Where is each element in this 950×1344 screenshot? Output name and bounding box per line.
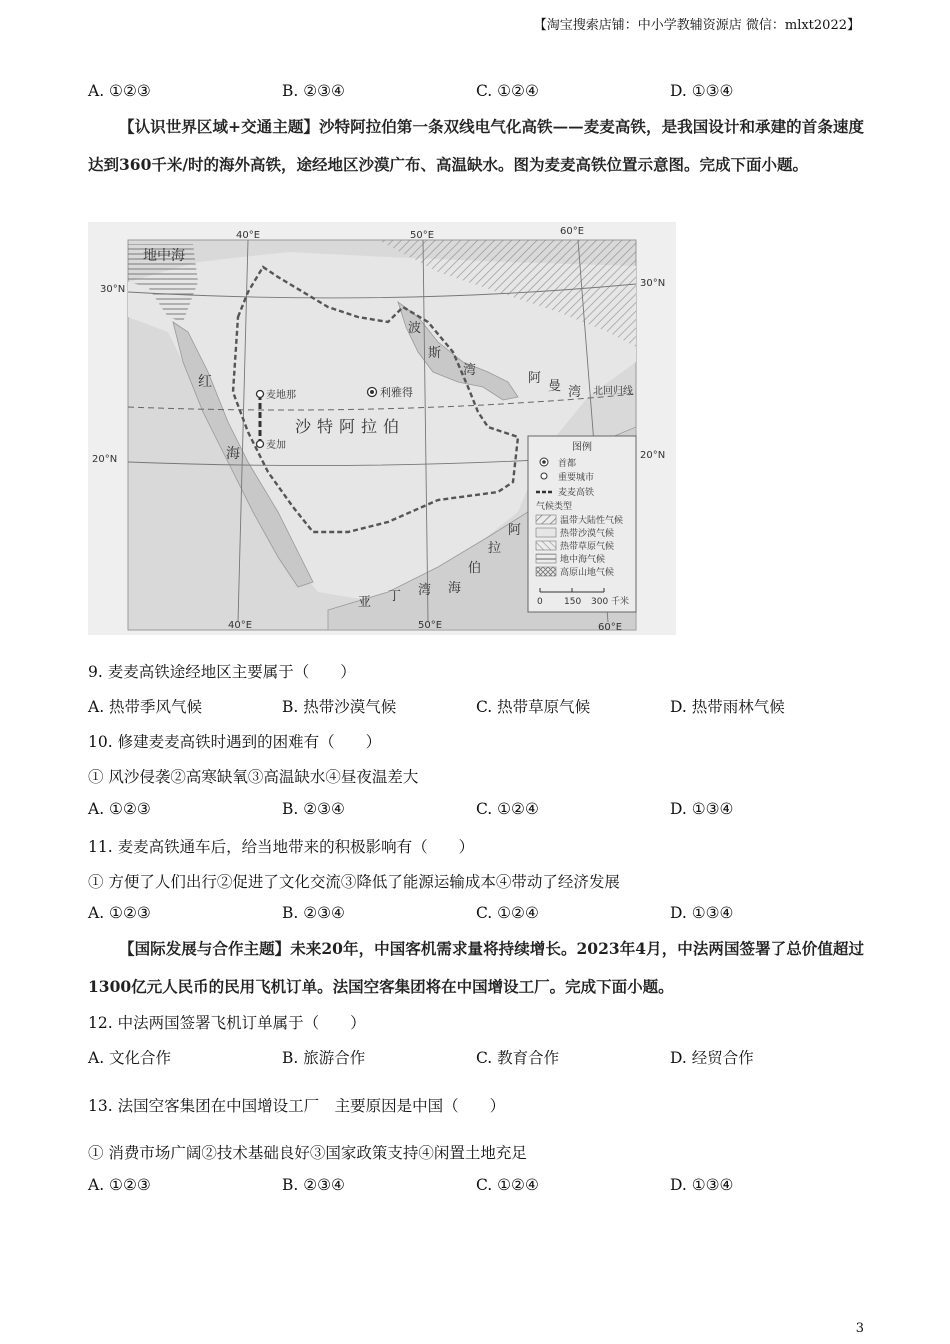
q11-items: ① 方便了人们出行②促进了文化交流③降低了能源运输成本④带动了经济发展 (88, 873, 620, 891)
lon-40: 40°E (236, 230, 261, 241)
label-arabian-3: 伯 (468, 561, 482, 576)
option-d: D. ①③④ (670, 904, 734, 922)
option-a: A. ①②③ (88, 82, 151, 100)
legend-railway: 麦麦高铁 (558, 488, 595, 498)
label-tropic: 北回归线 (593, 386, 633, 397)
page-number: 3 (855, 1321, 864, 1336)
label-aden-3: 湾 (418, 583, 432, 598)
q13-stem: 13. 法国空客集团在中国增设工厂 主要原因是中国（ ） (88, 1097, 506, 1115)
option-c: C. ①②④ (476, 1176, 539, 1194)
label-persian-1: 波 (408, 321, 422, 336)
map-legend (528, 436, 636, 612)
option-c: C. ①②④ (476, 904, 539, 922)
option-d: D. 热带雨林气候 (670, 698, 785, 716)
label-persian-3: 湾 (463, 363, 477, 378)
lat-20: 20°N (92, 454, 118, 465)
label-oman-1: 阿 (528, 371, 542, 386)
lat-20-right: 20°N (640, 450, 666, 461)
legend-climate-3: 热带草原气候 (560, 542, 615, 552)
option-b: B. ②③④ (282, 800, 345, 818)
scale-300: 300 千米 (591, 597, 630, 607)
legend-climate-1: 温带大陆性气候 (560, 516, 624, 526)
label-mecca: 麦加 (266, 440, 286, 451)
lat-30-right: 30°N (640, 278, 666, 289)
label-country: 沙特阿拉伯 (295, 417, 406, 436)
label-aden-1: 亚 (358, 595, 372, 610)
option-c: C. ①②④ (476, 800, 539, 818)
label-oman-3: 湾 (568, 385, 582, 400)
lat-30: 30°N (100, 284, 126, 295)
intro-paragraph-2: 【国际发展与合作主题】未来20年，中国客机需求量将持续增长。2023年4月，中法两国签署了总价值超过1300亿元人民币的民用飞机订单。法国空客集团将在中国增设工厂。完成下面小题。 (88, 939, 864, 996)
lon-50: 50°E (410, 230, 435, 241)
option-d: D. ①③④ (670, 1176, 734, 1194)
option-a: A. ①②③ (88, 1176, 151, 1194)
page-header: 【淘宝搜索店铺：中小学教辅资源店 微信：mlxt2022】 (533, 18, 860, 33)
city-marker (257, 391, 264, 398)
option-c: C. 热带草原气候 (476, 698, 591, 716)
city-marker (257, 441, 264, 448)
q12-stem: 12. 中法两国签署飞机订单属于（ ） (88, 1014, 366, 1032)
label-oman-2: 曼 (548, 379, 562, 394)
option-d: D. 经贸合作 (670, 1049, 754, 1067)
option-a: A. 热带季风气候 (88, 698, 203, 716)
label-arabian-1: 阿 (508, 523, 522, 538)
option-c: C. ①②④ (476, 82, 539, 100)
label-arabian-2: 拉 (488, 541, 502, 556)
scale-150: 150 (564, 597, 582, 607)
option-b: B. 热带沙漠气候 (282, 698, 397, 716)
label-aden-2: 丁 (388, 589, 402, 604)
lon-60: 60°E (560, 226, 585, 237)
option-d: D. ①③④ (670, 800, 734, 818)
q13-items: ① 消费市场广阔②技术基础良好③国家政策支持④闲置土地充足 (88, 1144, 527, 1162)
option-b: B. ②③④ (282, 1176, 345, 1194)
q10-items: ① 风沙侵袭②高寒缺氧③高温缺水④昼夜温差大 (88, 768, 419, 786)
lon-40-bottom: 40°E (228, 620, 253, 631)
label-persian-2: 斯 (428, 346, 442, 361)
option-a: A. ①②③ (88, 800, 151, 818)
legend-title: 图例 (572, 442, 592, 453)
legend-city: 重要城市 (558, 473, 595, 483)
lon-60-bottom: 60°E (598, 622, 623, 633)
label-red-sea-1: 红 (198, 374, 212, 390)
legend-climate-5: 高原山地气候 (560, 568, 615, 578)
option-d: D. ①③④ (670, 82, 734, 100)
q10-stem: 10. 修建麦麦高铁时遇到的困难有（ ） (88, 733, 382, 751)
label-capital: 利雅得 (380, 386, 413, 399)
railway-map (88, 222, 676, 635)
option-a: A. ①②③ (88, 904, 151, 922)
label-red-sea-2: 海 (226, 446, 240, 462)
lon-50-bottom: 50°E (418, 620, 443, 631)
option-c: C. 教育合作 (476, 1049, 560, 1067)
option-b: B. ②③④ (282, 904, 345, 922)
intro-paragraph-1: 【认识世界区域+交通主题】沙特阿拉伯第一条双线电气化高铁——麦麦高铁，是我国设计和承建的首条速度达到360千米/时的海外高铁，途经地区沙漠广布、高温缺水。图为麦麦高铁位置示意图。完成下面小题。 (88, 117, 864, 174)
legend-climate-4: 地中海气候 (560, 555, 606, 565)
legend-capital: 首都 (558, 459, 577, 469)
label-arabian-4: 海 (448, 581, 462, 596)
label-mediterranean: 地中海 (143, 248, 185, 264)
q11-stem: 11. 麦麦高铁通车后，给当地带来的积极影响有（ ） (88, 838, 475, 856)
option-a: A. 文化合作 (88, 1049, 172, 1067)
legend-climate-title: 气候类型 (536, 502, 573, 512)
label-medina: 麦地那 (266, 390, 296, 401)
scale-0: 0 (537, 597, 543, 607)
q9-stem: 9. 麦麦高铁途经地区主要属于（ ） (88, 663, 356, 681)
option-b: B. ②③④ (282, 82, 345, 100)
legend-climate-2: 热带沙漠气候 (560, 529, 615, 539)
option-b: B. 旅游合作 (282, 1049, 366, 1067)
